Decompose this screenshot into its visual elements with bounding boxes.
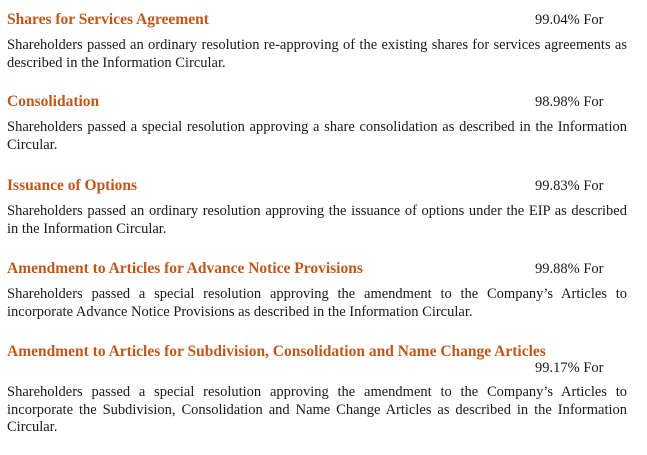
vote-result: 99.88% For xyxy=(535,261,604,277)
resolution-title: Issuance of Options xyxy=(7,177,138,194)
resolution-header xyxy=(7,342,627,382)
resolution-consolidation xyxy=(7,92,627,153)
resolution-header xyxy=(7,259,627,279)
vote-result: 99.04% For xyxy=(535,12,604,28)
vote-result: 98.98% For xyxy=(535,94,604,110)
resolution-header xyxy=(7,10,627,30)
resolution-title: Consolidation xyxy=(7,93,100,110)
resolution-description: Shareholders passed a special resolution approving the amendment to the Company’s Articles to incorporate Advance Notice Provisions as described in the Information Circular. xyxy=(7,286,627,320)
resolution-advance-notice-provisions xyxy=(7,259,627,320)
resolution-title: Amendment to Articles for Advance Notice Provisions xyxy=(7,260,363,277)
vote-result: 99.83% For xyxy=(535,178,604,194)
resolution-title: Shares for Services Agreement xyxy=(7,11,209,28)
resolution-description: Shareholders passed an ordinary resolution re-approving of the existing shares for services agreements as described in the Information Circular. xyxy=(7,37,627,71)
resolution-header xyxy=(7,92,627,112)
resolution-description: Shareholders passed a special resolution approving a share consolidation as described in the Information Circular. xyxy=(7,119,627,153)
resolution-shares-for-services xyxy=(7,10,627,71)
vote-result: 99.17% For xyxy=(535,360,604,376)
resolution-issuance-of-options xyxy=(7,176,627,237)
resolution-description: Shareholders passed an ordinary resolution approving the issuance of options under the EIP as described in the Information Circular. xyxy=(7,203,627,237)
resolution-subdivision-consolidation-name-change xyxy=(7,342,627,435)
resolution-title: Amendment to Articles for Subdivision, Consolidation and Name Change Articles xyxy=(7,343,546,360)
resolution-description: Shareholders passed a special resolution approving the amendment to the Company’s Articles to incorporate the Subdivision, Consolidation and Name Change Articles as described in the Information Circular. xyxy=(7,384,627,435)
resolution-header xyxy=(7,176,627,196)
